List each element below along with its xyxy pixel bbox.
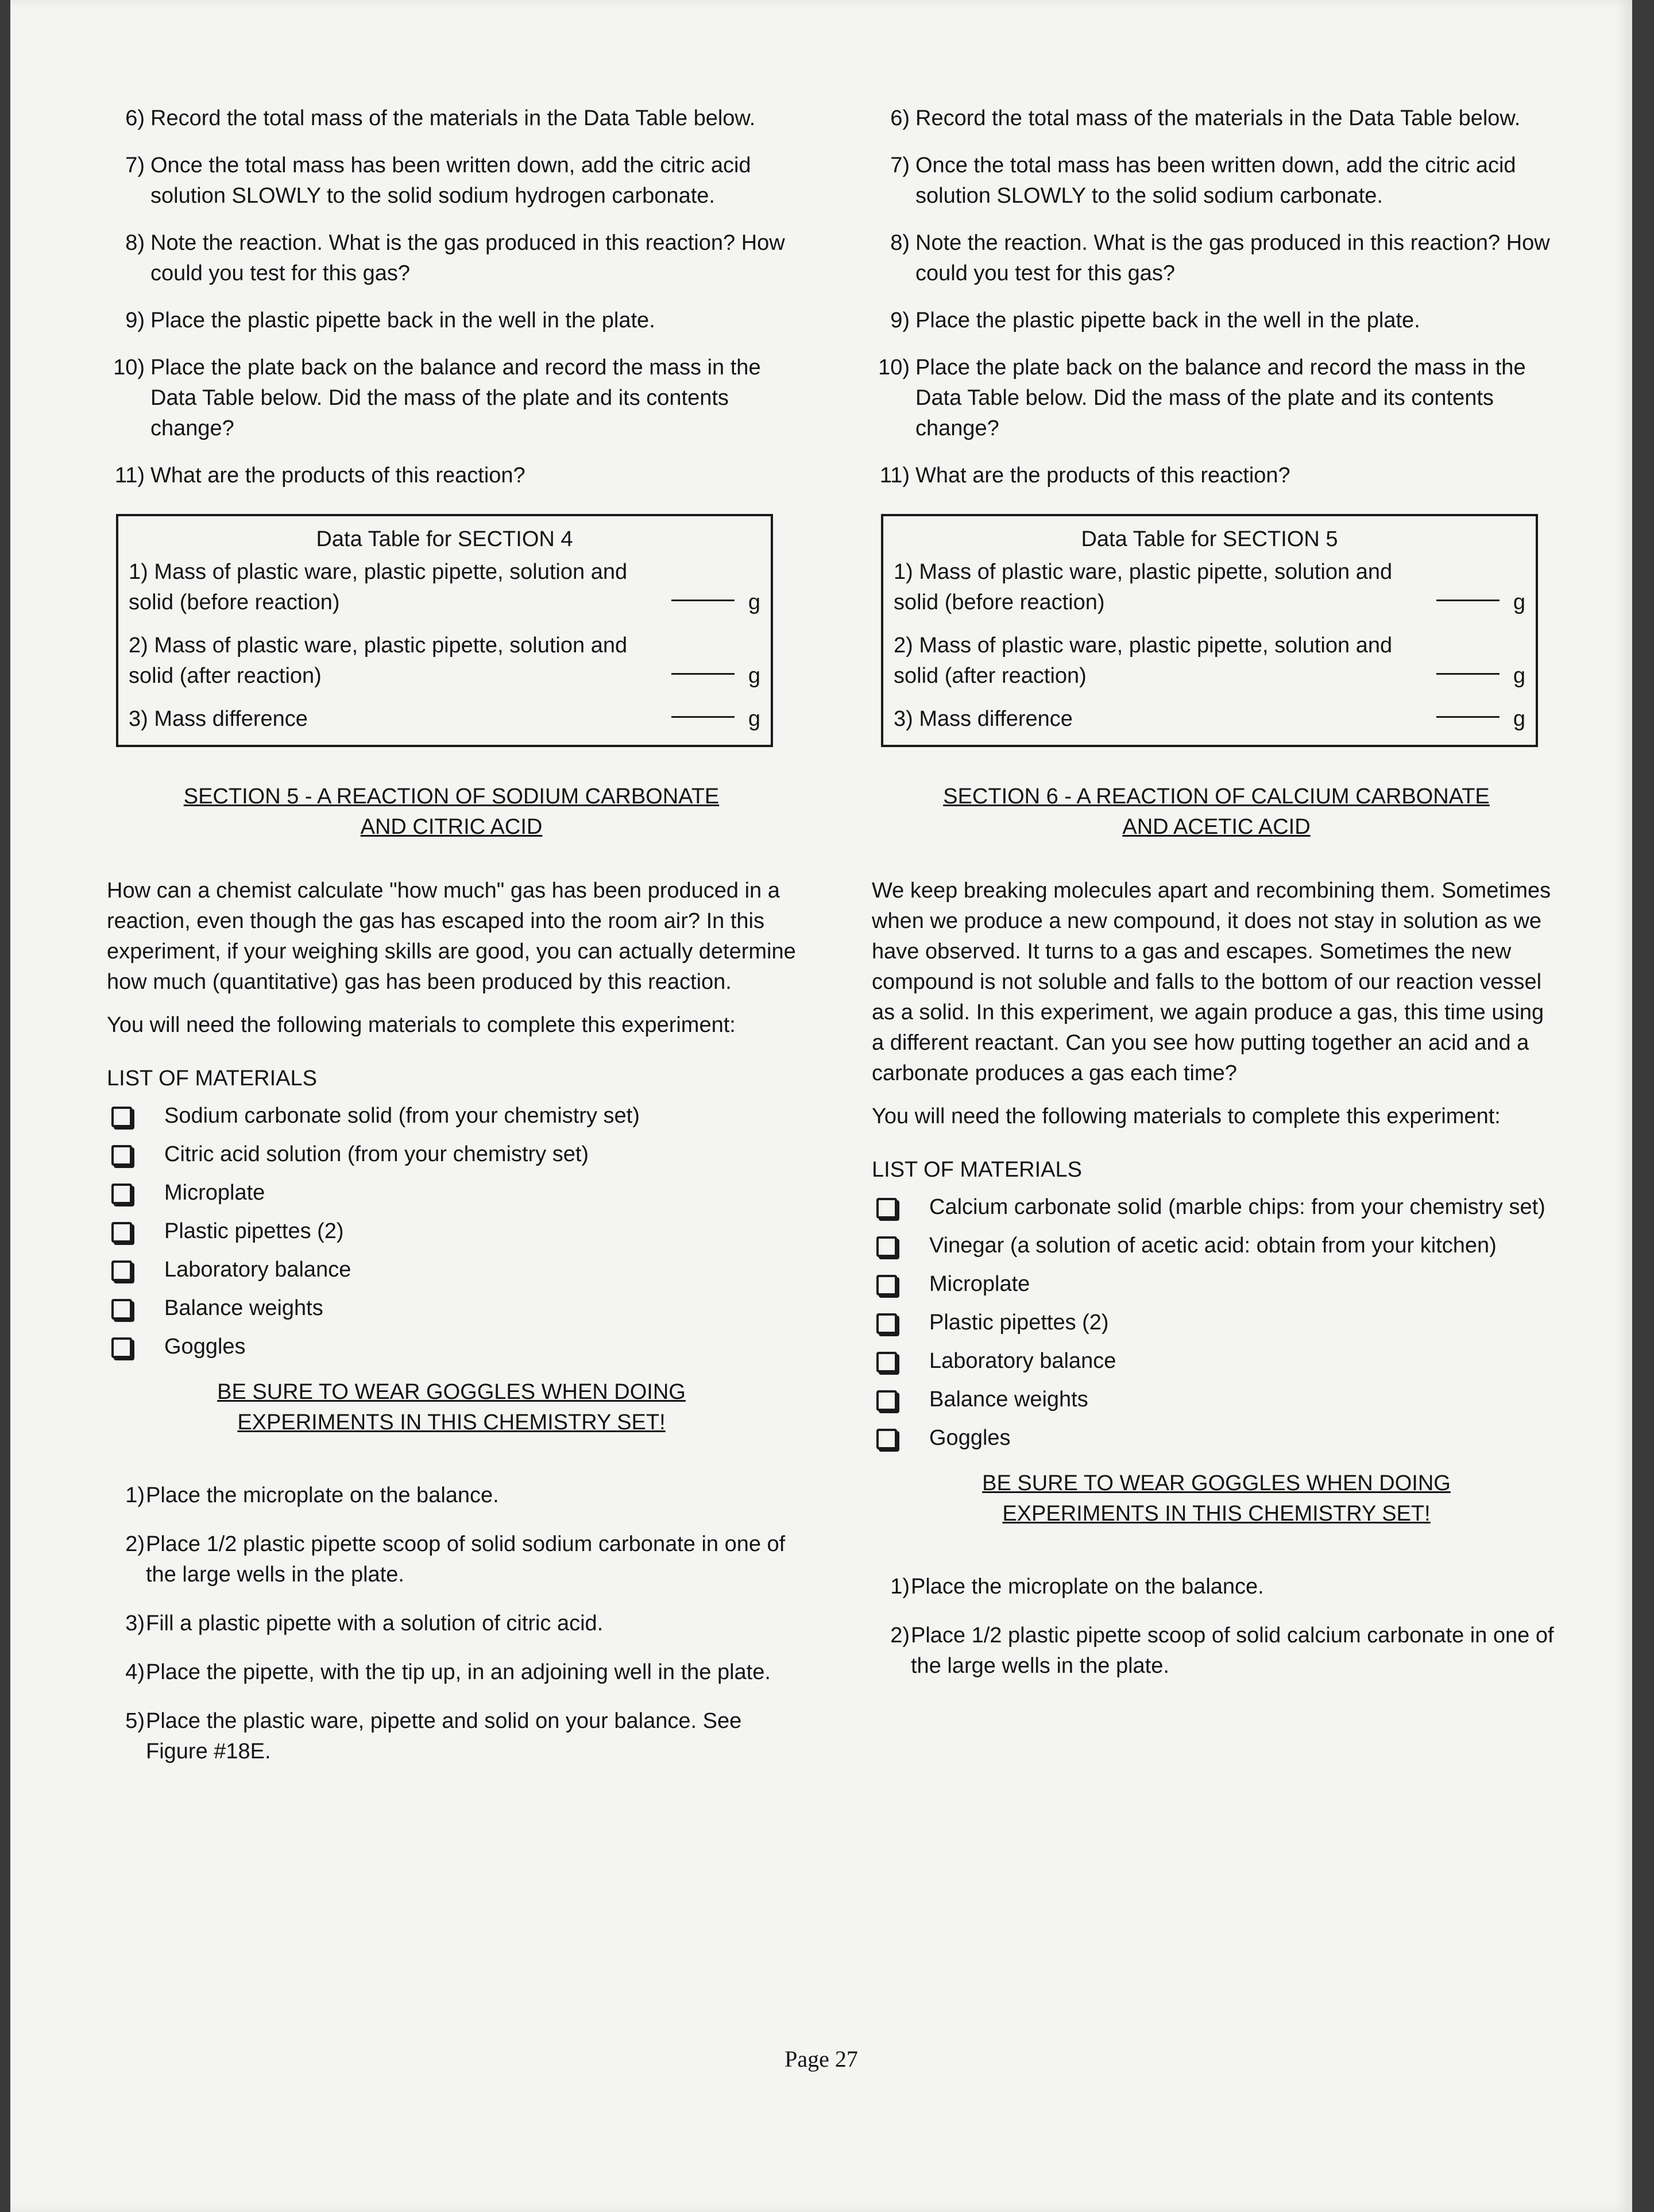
- data-table-section-5: [881, 514, 1538, 747]
- list-item: 9) Place the plastic pipette back in the well in the plate.: [125, 308, 655, 332]
- right-column: [872, 103, 1561, 1700]
- list-item: Laboratory balance: [107, 1255, 796, 1285]
- list-item: 8) Note the reaction. What is the gas produced in this reaction? How could you test for this gas?: [890, 231, 1550, 285]
- goggles-warning: BE SURE TO WEAR GOGGLES WHEN DOING EXPERIMENTS IN THIS CHEMISTRY SET!: [982, 1471, 1451, 1526]
- page-number: Page 27: [785, 2046, 858, 2072]
- list-item: 2) Place 1/2 plastic pipette scoop of solid sodium carbonate in one of the large wells in the plate.: [125, 1532, 786, 1587]
- blank-line: [1436, 600, 1500, 601]
- blank-line: [671, 673, 735, 675]
- data-table-row: 3) Mass difference g: [129, 707, 760, 731]
- data-table-row: 2) Mass of plastic ware, plastic pipette, solution and solid (after reaction) g: [894, 633, 1525, 688]
- list-item: Vinegar (a solution of acetic acid: obtain from your kitchen): [872, 1231, 1561, 1261]
- materials-heading: LIST OF MATERIALS: [872, 1158, 1083, 1182]
- data-table-title: Data Table for SECTION 4: [316, 527, 573, 551]
- list-item: 9) Place the plastic pipette back in the well in the plate.: [890, 308, 1420, 332]
- right-steps-bottom: [872, 1572, 1561, 1681]
- list-item: 6) Record the total mass of the materials in the Data Table below.: [125, 106, 756, 130]
- data-table-row: 3) Mass difference g: [894, 707, 1525, 731]
- checkbox-icon[interactable]: [111, 1260, 132, 1281]
- list-item: Balance weights: [872, 1385, 1561, 1415]
- list-item: Plastic pipettes (2): [872, 1308, 1561, 1338]
- checkbox-icon[interactable]: [111, 1184, 132, 1204]
- list-item: 11) What are the products of this reaction?: [114, 463, 525, 488]
- checkbox-icon[interactable]: [111, 1145, 132, 1166]
- checkbox-icon[interactable]: [111, 1107, 132, 1127]
- blank-line: [671, 716, 735, 718]
- materials-intro: You will need the following materials to complete this experiment:: [107, 1013, 736, 1037]
- section-6-intro: We keep breaking molecules apart and recombining them. Sometimes when we produce a new compound, it does not stay in solution as we have observed. It turns to a gas and escapes. Sometimes the new compound is not soluble and falls to the bottom of our reaction vessel as a solid. In this experiment, we again produce a gas, this time using a different reactant. Can you see how putting together an acid and a carbonate produces a gas each time?: [872, 879, 1551, 1085]
- checkbox-icon[interactable]: [111, 1299, 132, 1320]
- left-steps-top: [107, 103, 796, 491]
- data-table-row: 1) Mass of plastic ware, plastic pipette, solution and solid (before reaction) g: [894, 560, 1525, 614]
- list-item: Citric acid solution (from your chemistry set): [107, 1139, 796, 1170]
- materials-heading: LIST OF MATERIALS: [107, 1066, 318, 1090]
- left-column: [107, 103, 796, 1785]
- data-table-title: Data Table for SECTION 5: [1081, 527, 1338, 551]
- section-5-title: SECTION 5 - A REACTION OF SODIUM CARBONATE AND CITRIC ACID: [183, 784, 720, 839]
- data-table-section-4: [116, 514, 773, 747]
- right-steps-top: [872, 103, 1561, 491]
- list-item: 1) Place the microplate on the balance.: [125, 1483, 499, 1507]
- materials-intro: You will need the following materials to complete this experiment:: [872, 1104, 1501, 1128]
- blank-line: [671, 600, 735, 601]
- section-6-title: SECTION 6 - A REACTION OF CALCIUM CARBONATE AND ACETIC ACID: [943, 784, 1490, 839]
- checkbox-icon[interactable]: [111, 1222, 132, 1243]
- checkbox-icon[interactable]: [111, 1337, 132, 1358]
- list-item: 8) Note the reaction. What is the gas produced in this reaction? How could you test for this gas?: [125, 231, 785, 285]
- checkbox-icon[interactable]: [876, 1313, 897, 1334]
- blank-line: [1436, 673, 1500, 675]
- list-item: Goggles: [872, 1423, 1561, 1453]
- list-item: Laboratory balance: [872, 1346, 1561, 1376]
- checkbox-icon[interactable]: [876, 1390, 897, 1411]
- document-page: [10, 0, 1632, 2212]
- checkbox-icon[interactable]: [876, 1275, 897, 1296]
- list-item: 7) Once the total mass has been written down, add the citric acid solution SLOWLY to the solid sodium hydrogen carbonate.: [125, 153, 751, 208]
- list-item: 5) Place the plastic ware, pipette and solid on your balance. See Figure #18E.: [125, 1709, 742, 1764]
- list-item: Plastic pipettes (2): [107, 1216, 796, 1247]
- goggles-warning: BE SURE TO WEAR GOGGLES WHEN DOING EXPERIMENTS IN THIS CHEMISTRY SET!: [217, 1380, 686, 1434]
- data-table-row: 2) Mass of plastic ware, plastic pipette, solution and solid (after reaction) g: [129, 633, 760, 688]
- checkbox-icon[interactable]: [876, 1236, 897, 1257]
- list-item: 7) Once the total mass has been written down, add the citric acid solution SLOWLY to the solid sodium carbonate.: [890, 153, 1516, 208]
- materials-list: [872, 1192, 1561, 1453]
- list-item: Microplate: [107, 1178, 796, 1208]
- list-item: 10) Place the plate back on the balance and record the mass in the Data Table below. Did the mass of the plate and its contents change?: [878, 355, 1526, 440]
- blank-line: [1436, 716, 1500, 718]
- list-item: Sodium carbonate solid (from your chemistry set): [107, 1101, 796, 1131]
- materials-list: [107, 1101, 796, 1362]
- list-item: Balance weights: [107, 1293, 796, 1324]
- checkbox-icon[interactable]: [876, 1429, 897, 1449]
- list-item: 6) Record the total mass of the materials in the Data Table below.: [890, 106, 1521, 130]
- left-steps-bottom: [107, 1480, 796, 1767]
- list-item: 11) What are the products of this reaction?: [879, 463, 1290, 488]
- list-item: 10) Place the plate back on the balance and record the mass in the Data Table below. Did the mass of the plate and its contents change?: [113, 355, 761, 440]
- section-5-intro: How can a chemist calculate "how much" gas has been produced in a reaction, even though the gas has escaped into the room air? In this experiment, if your weighing skills are good, you can actually determine how much (quantitative) gas has been produced by this reaction.: [107, 879, 796, 994]
- checkbox-icon[interactable]: [876, 1198, 897, 1219]
- list-item: Goggles: [107, 1332, 796, 1362]
- list-item: Calcium carbonate solid (marble chips: from your chemistry set): [872, 1192, 1561, 1223]
- data-table-row: 1) Mass of plastic ware, plastic pipette, solution and solid (before reaction) g: [129, 560, 760, 614]
- list-item: 2) Place 1/2 plastic pipette scoop of solid calcium carbonate in one of the large wells in the plate.: [890, 1623, 1554, 1678]
- list-item: 3) Fill a plastic pipette with a solution of citric acid.: [125, 1611, 604, 1635]
- list-item: Microplate: [872, 1269, 1561, 1300]
- list-item: 4) Place the pipette, with the tip up, in an adjoining well in the plate.: [125, 1660, 771, 1684]
- checkbox-icon[interactable]: [876, 1352, 897, 1372]
- list-item: 1) Place the microplate on the balance.: [890, 1575, 1264, 1599]
